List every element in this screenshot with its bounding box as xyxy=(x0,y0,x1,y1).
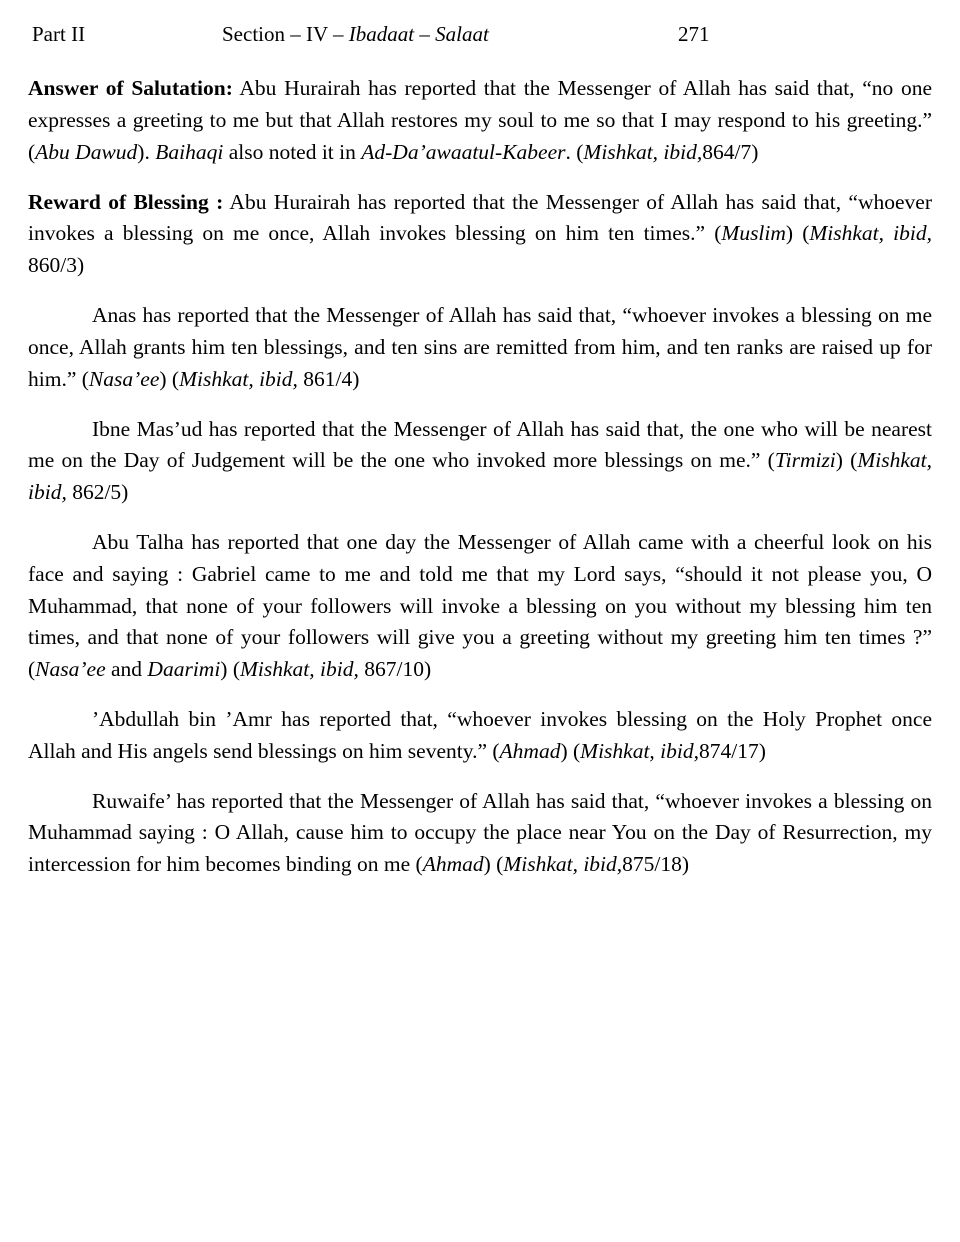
text-run: 874/17) xyxy=(699,738,766,763)
text-run: 875/18) xyxy=(622,852,690,877)
header-part-label: Part II xyxy=(32,22,86,46)
text-run: Baihaqi xyxy=(155,139,224,164)
text-run: also noted it in xyxy=(223,139,362,164)
text-run: Abu Hurairah has reported that the Messenger of Allah has said that, “whoever invokes a blessing on me once, Allah invokes blessing on him ten times.” ( xyxy=(28,189,932,246)
text-run: Mishkat, ibid, xyxy=(240,657,359,682)
header-section-title: Ibadaat – Salaat xyxy=(348,22,489,46)
text-run: Nasa’ee xyxy=(35,657,106,682)
text-run: Mishkat, ibid, xyxy=(179,366,298,391)
page-header xyxy=(28,22,932,47)
page-number: 271 xyxy=(678,22,710,46)
text-run: 862/5) xyxy=(66,480,129,505)
text-run: Ad-Da’awaatul-Kabeer xyxy=(361,139,566,164)
text-run: Mishkat, ibid, xyxy=(809,221,933,246)
text-run: ) ( xyxy=(220,657,240,682)
text-run: Mishkat, ibid, xyxy=(503,852,623,877)
paragraph-abu-talha-report xyxy=(28,527,932,686)
paragraph-ibne-masud-report xyxy=(28,414,932,509)
text-run: 860/3) xyxy=(28,253,85,278)
paragraph-lead-answer-of-salutation: Answer of Salutation: xyxy=(28,76,233,101)
paragraph-anas-report xyxy=(28,300,932,395)
text-run: ) ( xyxy=(159,366,180,391)
paragraph-lead-reward-of-blessing: Reward of Blessing : xyxy=(28,189,224,214)
paragraph-answer-of-salutation xyxy=(28,73,932,168)
header-section-prefix: Section – IV – xyxy=(222,22,349,46)
text-run: ) ( xyxy=(483,852,504,877)
text-run: 864/7) xyxy=(702,139,759,164)
text-run: 861/4) xyxy=(297,366,360,391)
text-run: Tirmizi xyxy=(774,448,836,473)
paragraph-ruwaife-report xyxy=(28,786,932,881)
text-run: Mishkat, ibid, xyxy=(583,139,703,164)
text-run: ) ( xyxy=(785,221,810,246)
text-run: Mishkat, ibid, xyxy=(580,738,699,763)
header-section-label xyxy=(222,22,668,47)
text-run: Abu Hurairah has reported that the Messenger of Allah has said that, “no one expresses a greeting to me but that Allah restores my soul to me so that I may respond to his greeting.” ( xyxy=(28,76,932,164)
text-run: Daarimi xyxy=(147,657,221,682)
text-run: ) ( xyxy=(835,448,858,473)
text-run: Ibne Mas’ud has reported that the Messenger of Allah has said that, the one who will be nearest me on the Day of Judgement will be the one who invoked more blessings on me.” ( xyxy=(28,416,932,473)
text-run: ’Abdullah bin ’Amr has reported that, “whoever invokes blessing on the Holy Prophet once Allah and His angels send blessings on him seventy.” ( xyxy=(28,707,932,763)
text-run: . ( xyxy=(565,139,584,164)
text-run: Abu Talha has reported that one day the Messenger of Allah came with a cheerful look on his face and saying : Gabriel came to me and told me that my Lord says, “should it not please you, O Muhammad, that none of your followers will invoke a blessing on you without my blessing him ten times, and that none of your followers will give you a greeting without my greeting him ten times ?” ( xyxy=(28,529,932,682)
text-run: Ruwaife’ has reported that the Messenger of Allah has said that, “whoever invokes a blessing on Muhammad saying : O Allah, cause him to occupy the place near You on the Day of Resurrection, my intercession for him becomes binding on me ( xyxy=(28,788,932,877)
text-run: 867/10) xyxy=(358,657,432,682)
text-run: Mishkat, ibid, xyxy=(28,448,932,505)
text-run: Ahmad xyxy=(422,852,484,877)
text-run: Nasa’ee xyxy=(88,366,160,391)
paragraph-abdullah-bin-amr-report xyxy=(28,704,932,768)
text-run: Ahmad xyxy=(499,738,561,763)
text-run: Anas has reported that the Messenger of Allah has said that, “whoever invokes a blessing on me once, Allah grants him ten blessings, and ten sins are remitted from him, and ten ranks are raised up for him.” ( xyxy=(28,303,932,391)
text-run: ). xyxy=(137,139,156,164)
text-run: Abu Dawud xyxy=(35,139,138,164)
page-body xyxy=(28,73,932,881)
text-run: and xyxy=(105,657,148,682)
text-run: Muslim xyxy=(721,221,786,246)
text-run: ) ( xyxy=(560,738,581,763)
paragraph-reward-of-blessing xyxy=(28,187,932,282)
